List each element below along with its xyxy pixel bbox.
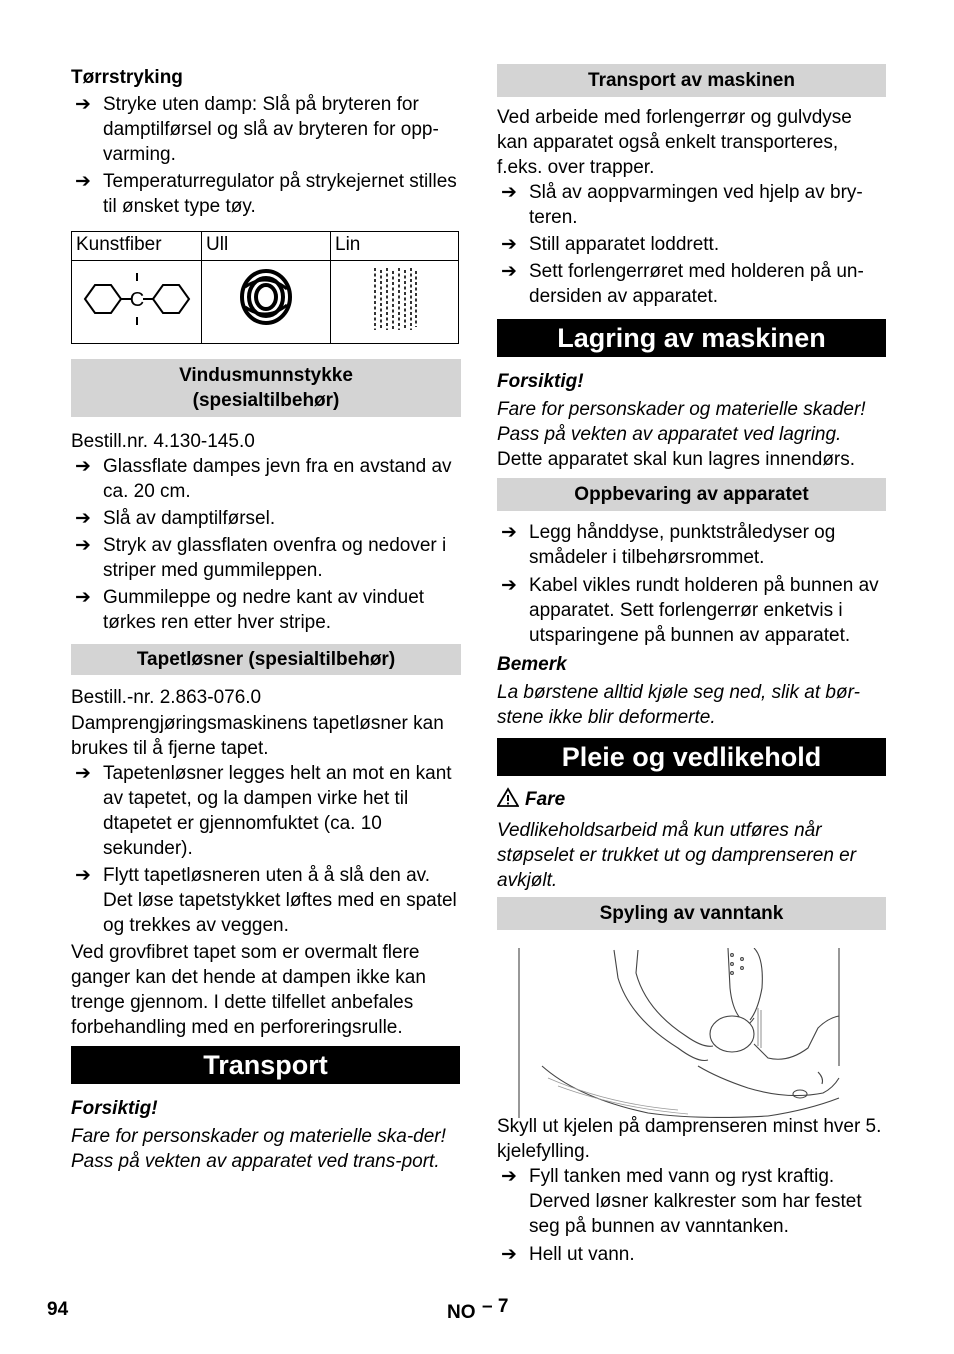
list-item: ➔ Slå av damptilførsel. <box>75 508 276 529</box>
danger-text: Vedlikeholdsarbeid må kun utføres når støpselet er trukket ut og damprenseren er avkjølt. <box>497 820 857 891</box>
list-item: ➔ Flytt tapetløsneren uten å å slå den av. Det løse tapetstykket løftes med en spatel og trekkes av veggen. <box>75 865 457 936</box>
arrow-right-icon: ➔ <box>501 261 517 282</box>
section-page-number: – 7 <box>482 1296 509 1317</box>
wallpaper-remover-section <box>71 685 461 1040</box>
list-item: ➔ Glassflate dampes jevn fra en avstand av ca. 20 cm. <box>75 456 452 502</box>
wallpaper-remover-heading: Tapetløsner (spesialtilbehør) <box>71 644 461 675</box>
list-item: ➔ Tapetenløsner legges helt an mot en kant av tapetet, og la dampen virke het til dtapetet er gjennomfuktet (ca. 10 sekunder). <box>75 763 452 859</box>
flush-section <box>497 1114 886 1267</box>
keeping-section <box>497 520 886 730</box>
arrow-right-icon: ➔ <box>75 171 91 192</box>
wallpaper-note: Ved grovfibret tapet som er overmalt flere ganger kan det hende at dampen ikke kan trenge gjennom. I dette tilfellet anbefales forbehandling med en perforeringsrulle. <box>71 942 426 1038</box>
table-header-cell: Ull <box>202 232 331 261</box>
arrow-right-icon: ➔ <box>75 508 91 529</box>
storage-note: Dette apparatet skal kun lagres innendørs. <box>497 449 856 470</box>
transport-intro: Ved arbeide med forlengerrør og gulvdyse kan apparatet også enkelt transporteres, f.eks. over trapper. <box>497 107 852 178</box>
fabric-symbol-table <box>71 231 459 344</box>
list-item: ➔ Still apparatet loddrett. <box>501 234 720 255</box>
list-item: ➔ Slå av aoppvarmingen ved hjelp av bry-teren. <box>501 182 863 228</box>
svg-text:C: C <box>129 288 144 311</box>
arrow-right-icon: ➔ <box>75 865 91 886</box>
arrow-right-icon: ➔ <box>501 522 517 543</box>
arrow-right-icon: ➔ <box>501 1166 517 1187</box>
keeping-heading: Oppbevaring av apparatet <box>497 478 886 511</box>
arrow-right-icon: ➔ <box>75 587 91 608</box>
danger-label-row: Fare <box>497 787 886 814</box>
list-item: ➔ Kabel vikles rundt holderen på bunnen av apparatet. Sett forlengerrør enketvis i utsparingene på bunnen av apparatet. <box>501 575 879 646</box>
arrow-right-icon: ➔ <box>501 182 517 203</box>
arrow-right-icon: ➔ <box>75 763 91 784</box>
table-header-cell: Kunstfiber <box>72 232 202 261</box>
order-number: Bestill.nr. 4.130-145.0 <box>71 431 255 452</box>
machine-transport-heading: Transport av maskinen <box>497 64 886 97</box>
arrow-right-icon: ➔ <box>75 456 91 477</box>
window-nozzle-heading: Vindusmunnstykke (spesialtilbehør) <box>71 359 461 417</box>
list-item: ➔ Fyll tanken med vann og ryst kraftig. Derved løsner kalkrester som har festet seg på bunnen av vanntanken. <box>501 1166 862 1237</box>
caution-label: Forsiktig! <box>71 1098 158 1119</box>
dry-ironing-title: Tørrstryking <box>71 67 183 88</box>
remark-text: La børstene alltid kjøle seg ned, slik at bør-stene ikke blir deformerte. <box>497 682 860 728</box>
language-code: NO <box>447 1302 476 1323</box>
caution-label: Forsiktig! <box>497 371 584 392</box>
order-number: Bestill.-nr. 2.863-076.0 <box>71 687 262 708</box>
tank-flushing-illustration <box>518 948 840 1118</box>
arrow-right-icon: ➔ <box>501 234 517 255</box>
table-header-cell: Lin <box>331 232 459 261</box>
arrow-right-icon: ➔ <box>501 575 517 596</box>
storage-section <box>497 369 886 472</box>
flush-intro: Skyll ut kjelen på damprenseren minst hver 5. kjelefylling. <box>497 1116 882 1162</box>
linen-icon <box>331 261 459 344</box>
flush-heading: Spyling av vanntank <box>497 897 886 930</box>
machine-transport-section <box>497 105 886 309</box>
list-item: ➔ Gummileppe og nedre kant av vinduet tørkes ren etter hver stripe. <box>75 587 425 633</box>
list-item: ➔ Stryk av glassflaten ovenfra og nedover i striper med gummileppen. <box>75 535 447 581</box>
warning-triangle-icon <box>497 787 519 814</box>
care-heading: Pleie og vedlikehold <box>497 738 886 776</box>
remark-label: Bemerk <box>497 654 567 675</box>
dry-ironing-list <box>71 92 461 219</box>
wallpaper-intro: Damprengjøringsmaskinens tapetløsner kan brukes til å fjerne tapet. <box>71 713 444 759</box>
list-item: ➔ Sett forlengerrøret med holderen på un-dersiden av apparatet. <box>501 261 864 307</box>
arrow-right-icon: ➔ <box>75 535 91 556</box>
wool-icon <box>202 261 331 344</box>
caution-text: Fare for personskader og materielle skader! Pass på vekten av apparatet ved lagring. <box>497 399 866 445</box>
list-item: ➔ Stryke uten damp: Slå på bryteren for damptilførsel og slå av bryteren for opp-varming. <box>75 94 439 165</box>
window-nozzle-section <box>71 429 461 635</box>
list-item: ➔ Hell ut vann. <box>501 1244 635 1265</box>
synthetic-fiber-icon <box>72 261 202 344</box>
page-number: 94 <box>47 1299 69 1320</box>
list-item: ➔ Temperaturregulator på strykejernet stilles til ønsket type tøy. <box>75 171 457 217</box>
transport-heading: Transport <box>71 1046 460 1084</box>
danger-section <box>497 787 886 893</box>
storage-heading: Lagring av maskinen <box>497 319 886 357</box>
caution-text: Fare for personskader og materielle ska-der! Pass på vekten av apparatet ved trans-port. <box>71 1126 446 1172</box>
arrow-right-icon: ➔ <box>501 1244 517 1265</box>
list-item: ➔ Legg hånddyse, punktstråledyser og smådeler i tilbehørsrommet. <box>501 522 836 568</box>
arrow-right-icon: ➔ <box>75 94 91 115</box>
